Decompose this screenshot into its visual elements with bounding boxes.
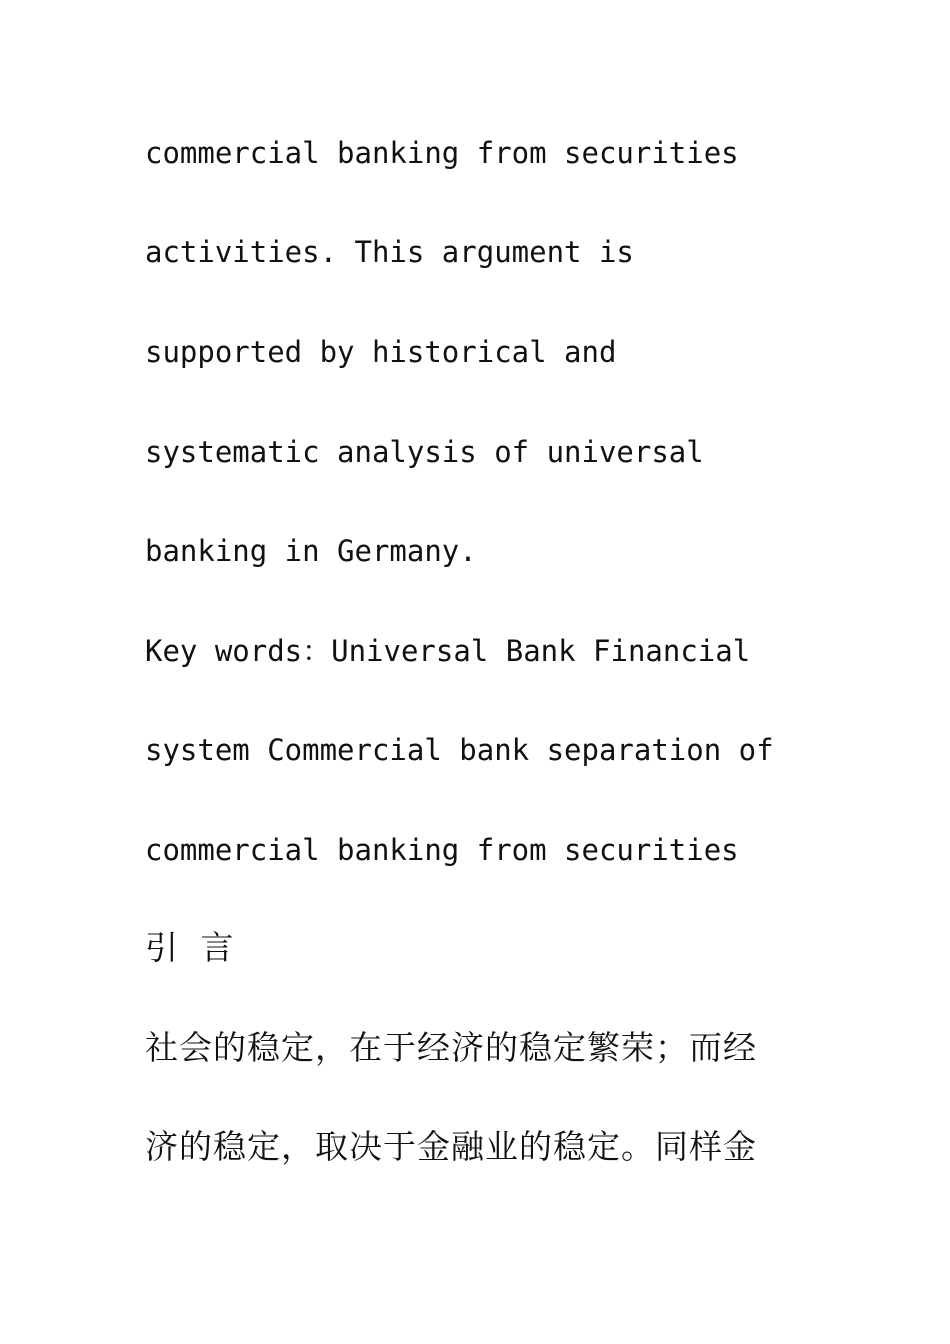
body-line-2: 济的稳定，取决于金融业的稳定。同样金 bbox=[145, 1127, 757, 1166]
abstract-line-3: supported by historical and bbox=[145, 335, 617, 369]
abstract-line-1: commercial banking from securities bbox=[145, 136, 739, 170]
keywords-line-2: system Commercial bank separation of bbox=[145, 733, 774, 767]
abstract-line-5: banking in Germany. bbox=[145, 534, 477, 568]
keywords-line-1: Key words：Universal Bank Financial bbox=[145, 634, 751, 668]
abstract-line-2: activities. This argument is bbox=[145, 235, 634, 269]
section-heading-introduction: 引 言 bbox=[145, 928, 240, 967]
body-line-1: 社会的稳定，在于经济的稳定繁荣；而经 bbox=[145, 1028, 757, 1067]
abstract-line-4: systematic analysis of universal bbox=[145, 435, 704, 469]
keywords-line-3: commercial banking from securities bbox=[145, 833, 739, 867]
